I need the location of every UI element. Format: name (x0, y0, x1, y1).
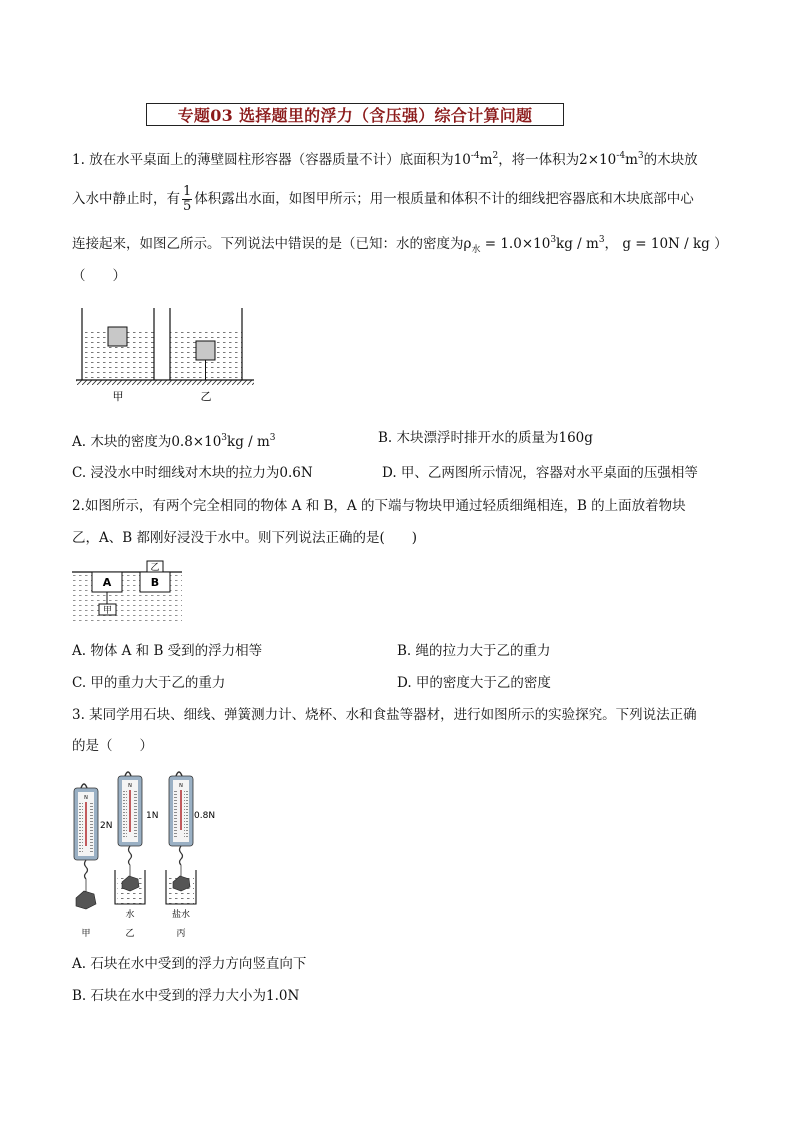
q1-stem-line2: 入水中静止时，有 $\frac{1}{5}$ 体积露出水面，如图甲所示；用一根质量和体积不计的细线把容器底和木块底部中心 (72, 184, 694, 214)
fig-label-jia: 甲 (112, 390, 124, 403)
q2-stem-line2: 乙，A、B 都刚好浸没于水中。则下列说法正确的是( ) (72, 530, 417, 546)
label-water: 水 (125, 910, 135, 920)
q3-option-b[interactable]: B. 石块在水中受到的浮力大小为1.0N (72, 988, 300, 1004)
reading-2n: 2N (100, 821, 113, 831)
label-bing: 丙 (176, 929, 186, 939)
svg-text:B: B (150, 576, 160, 589)
q1-stem-line3: 连接起来，如图乙所示。下列说法中错误的是（已知：水的密度为$\rho_水 = 1.0\times 10^3kg / m^3$， g = 10N / kg ） (72, 235, 728, 255)
svg-text:N: N (84, 795, 88, 801)
label-yi: 乙 (125, 929, 135, 939)
svg-text:甲: 甲 (102, 606, 113, 616)
reading-0-8n: 0.8N (194, 811, 216, 821)
svg-text:A: A (102, 576, 112, 589)
q3-option-a[interactable]: A. 石块在水中受到的浮力方向竖直向下 (72, 956, 307, 972)
fig-label-yi: 乙 (200, 390, 212, 403)
q2-option-c[interactable]: C. 甲的重力大于乙的重力 (72, 675, 226, 691)
q1-option-b[interactable]: B. 木块漂浮时排开水的质量为160g (378, 430, 593, 446)
q1-stem-line1: 1. 放在水平桌面上的薄壁圆柱形容器（容器质量不计）底面积为$10^{-4}m^2$，将一体积为$2\times 10^{-4}m^3$的木块放 (72, 151, 698, 168)
q1-figure (72, 300, 262, 404)
spring-scale-jia (74, 784, 98, 909)
page-title-box (146, 103, 564, 126)
wood-block-jia (108, 327, 127, 346)
q3-stem-line1: 3. 某同学用石块、细线、弹簧测力计、烧杯、水和食盐等器材，进行如图所示的实验探究。下列说法正确 (72, 707, 697, 723)
svg-text:乙: 乙 (150, 563, 160, 573)
q3-figure (66, 766, 226, 944)
reading-1n: 1N (146, 811, 159, 821)
q2-stem-line1: 2.如图所示，有两个完全相同的物体 A 和 B，A 的下端与物块甲通过轻质细绳相连，B 的上面放着物块 (72, 498, 686, 514)
q1-option-c[interactable]: C. 浸没水中时细线对木块的拉力为0.6N (72, 465, 313, 481)
q1-answer-blank: （ ） (72, 268, 126, 284)
stone-jia (76, 891, 96, 909)
q2-option-b[interactable]: B. 绳的拉力大于乙的重力 (397, 643, 551, 659)
q2-figure (72, 558, 184, 624)
label-saltwater: 盐水 (171, 910, 191, 920)
spring-scale-yi (118, 772, 142, 878)
q2-option-d[interactable]: D. 甲的密度大于乙的密度 (397, 675, 551, 691)
fraction-one-fifth: $\frac{1}{5}$ (183, 184, 192, 214)
svg-text:N: N (128, 783, 132, 789)
spring-scale-bing (169, 772, 193, 878)
q1-option-a[interactable]: A. 木块的密度为$0.8\times 10^3kg / m^3$ (72, 433, 276, 450)
q1-option-d[interactable]: D. 甲、乙两图所示情况，容器对水平桌面的压强相等 (382, 465, 698, 481)
q2-option-a[interactable]: A. 物体 A 和 B 受到的浮力相等 (72, 643, 263, 659)
wood-block-yi (196, 341, 215, 360)
label-jia: 甲 (81, 929, 91, 939)
svg-text:N: N (179, 783, 183, 789)
ground-hatch (76, 380, 254, 385)
q3-stem-line2: 的是（ ） (72, 738, 153, 754)
page-title: 专题03 选择题里的浮力（含压强）综合计算问题 (177, 106, 533, 125)
